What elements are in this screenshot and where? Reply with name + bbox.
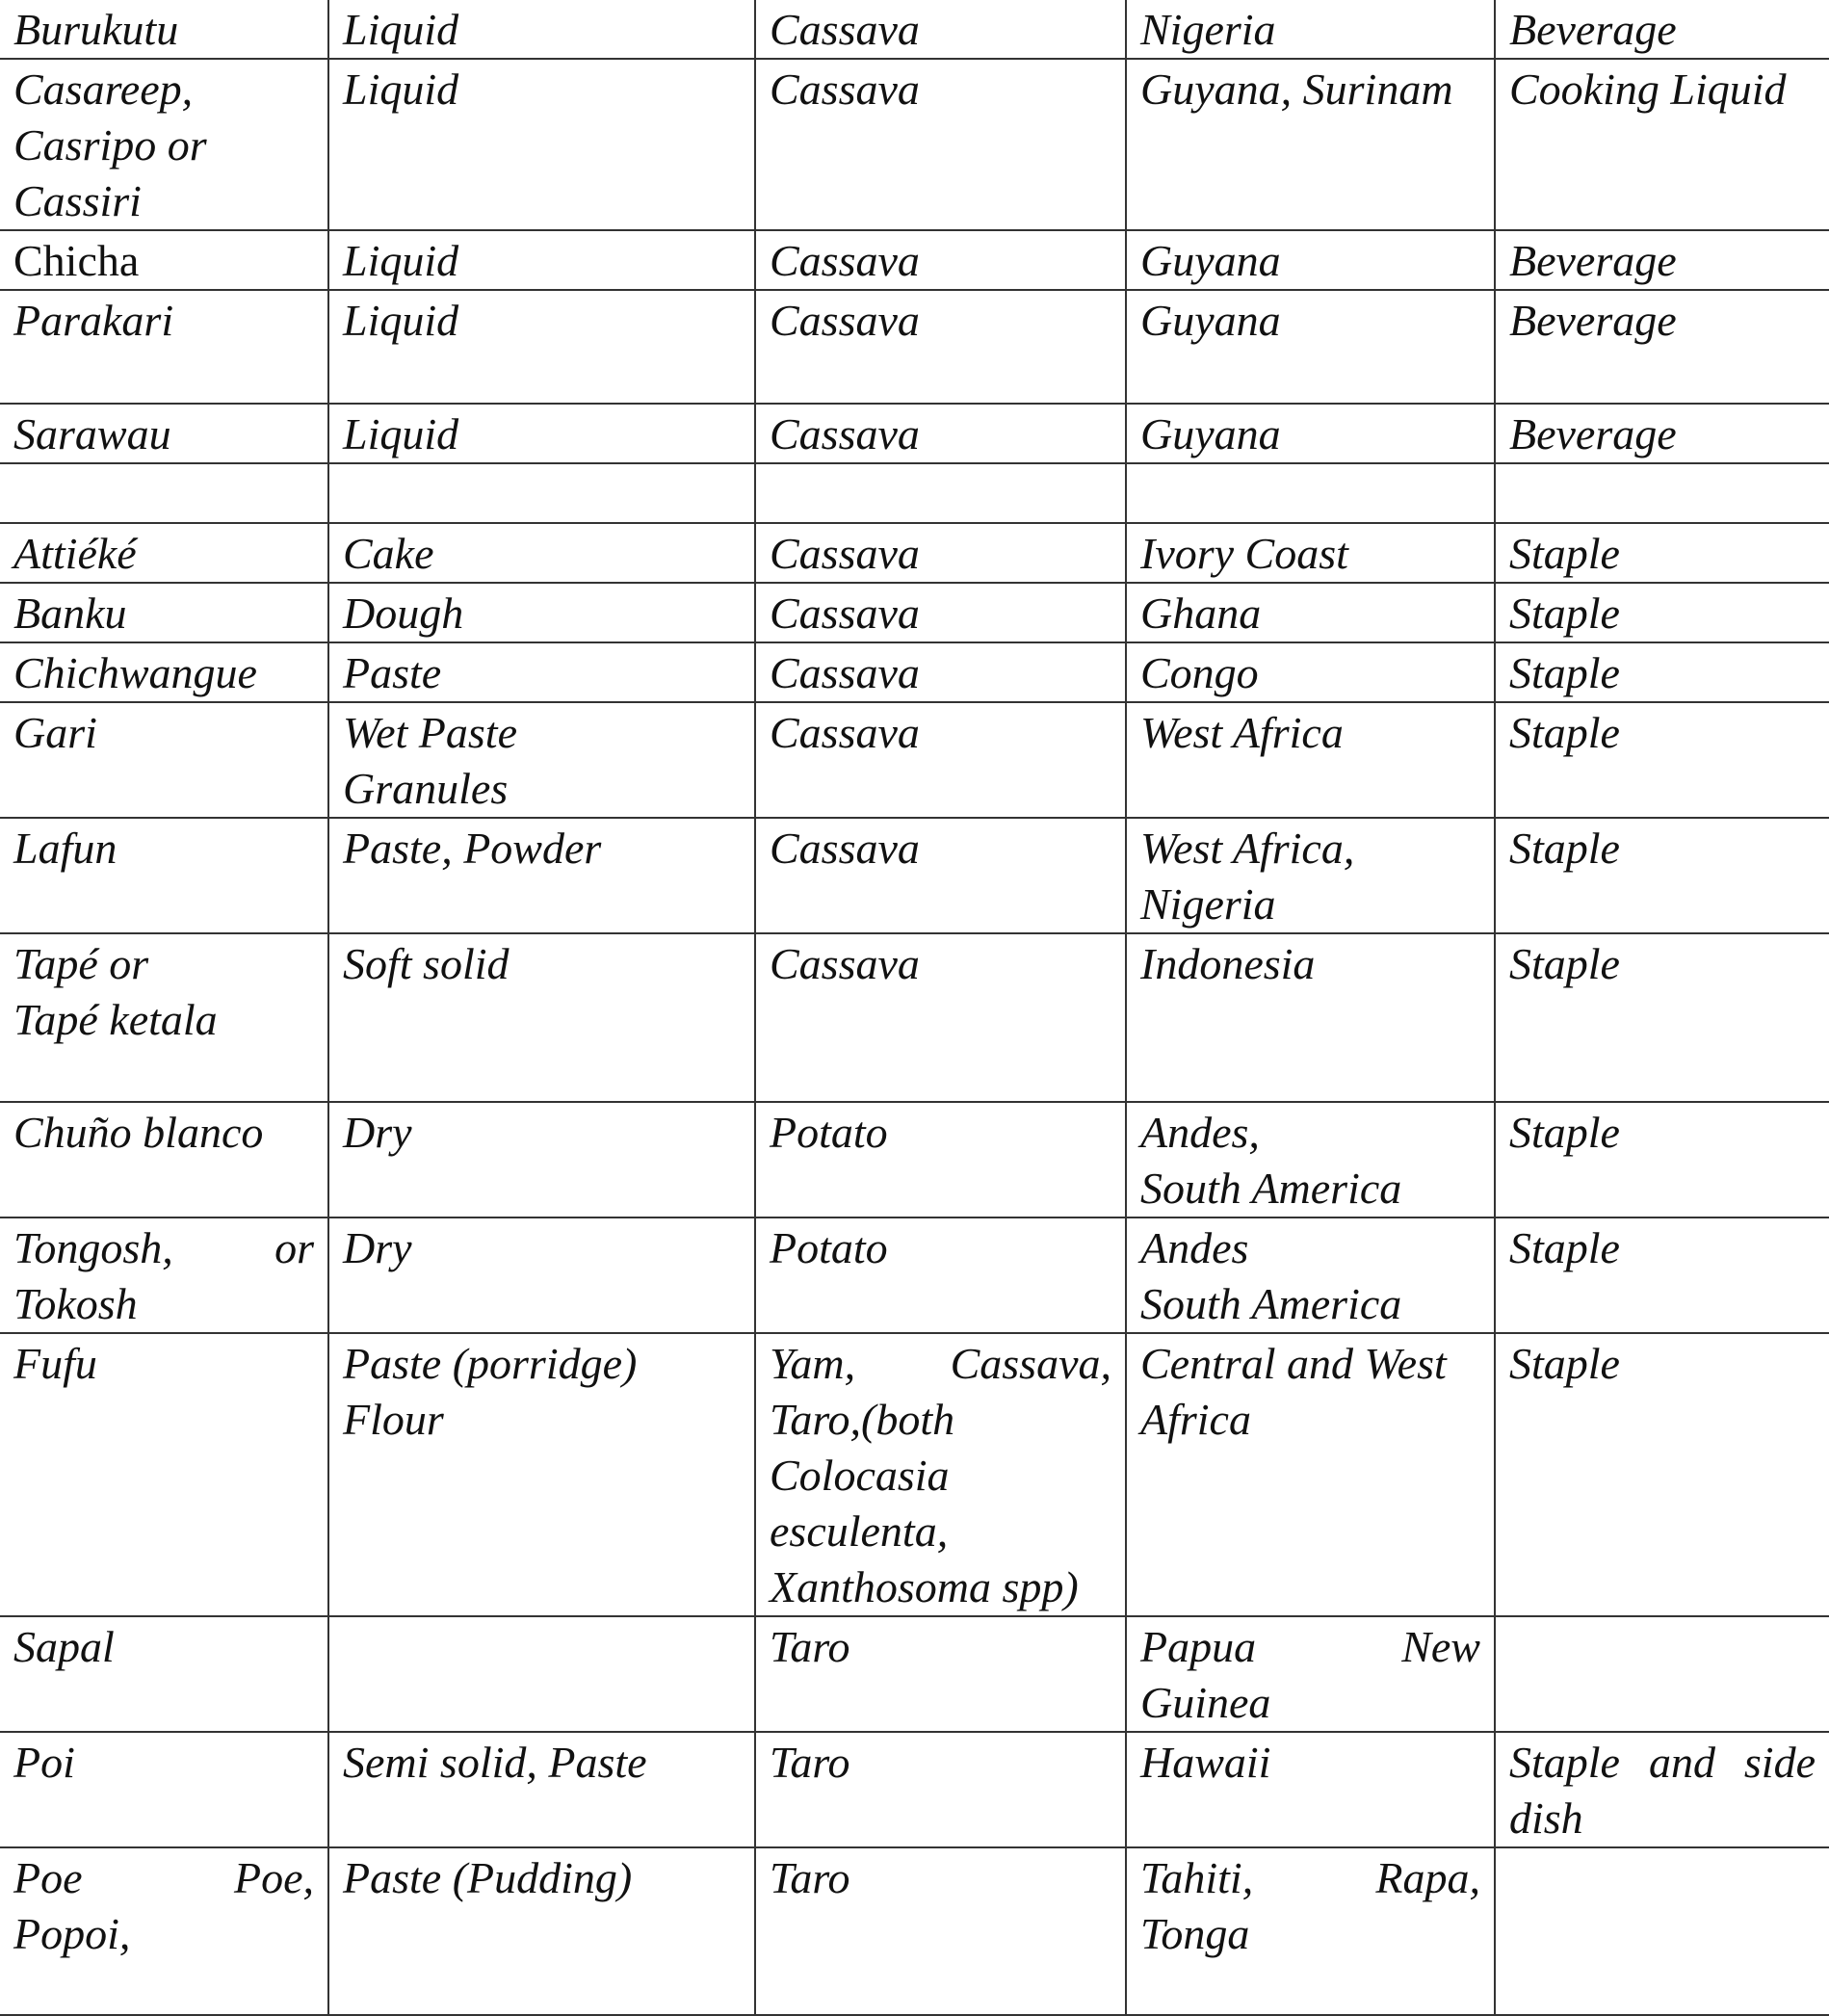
cell-line: Liquid [343, 65, 459, 114]
substrate-cell [755, 463, 1126, 523]
use-cell [1495, 0, 1829, 59]
form-cell [328, 933, 755, 1102]
cell-line: Poi [13, 1738, 75, 1787]
use-cell [1495, 1102, 1829, 1217]
table-row [0, 1217, 1829, 1333]
cell-line: Casripo or [13, 120, 207, 170]
food-name-cell [0, 463, 328, 523]
table-row [0, 933, 1829, 1102]
cell-line: Taro,(both [770, 1395, 955, 1444]
cell-line: Gari [13, 708, 97, 757]
use-cell [1495, 1616, 1829, 1732]
region-cell [1126, 0, 1495, 59]
substrate-cell [755, 818, 1126, 933]
cell-line: Wet Paste [343, 708, 517, 757]
form-cell [328, 0, 755, 59]
substrate-cell [755, 230, 1126, 290]
cell-line: Xanthosoma spp) [770, 1562, 1079, 1611]
cell-line: Cassava [770, 409, 920, 458]
table-row [0, 230, 1829, 290]
cell-line: Guyana, Surinam [1140, 65, 1453, 114]
form-cell [328, 1217, 755, 1333]
cell-line: Liquid [343, 236, 459, 285]
use-cell [1495, 818, 1829, 933]
region-cell [1126, 1102, 1495, 1217]
table-row [0, 642, 1829, 702]
substrate-cell [755, 933, 1126, 1102]
use-cell [1495, 642, 1829, 702]
cell-line: Chicha [13, 236, 140, 285]
cell-line: dish [1509, 1793, 1583, 1843]
substrate-cell [755, 1333, 1126, 1616]
table-row [0, 1616, 1829, 1732]
cell-line: Guyana [1140, 409, 1281, 458]
region-cell [1126, 404, 1495, 463]
substrate-cell [755, 583, 1126, 642]
form-cell [328, 1732, 755, 1847]
use-cell [1495, 463, 1829, 523]
cell-line: Paste (Pudding) [343, 1853, 633, 1902]
cell-line: Potato [770, 1223, 888, 1272]
cell-line: Popoi, [13, 1909, 131, 1958]
cell-line: Cassava [770, 65, 920, 114]
cell-line: Guyana [1140, 296, 1281, 345]
table-row [0, 463, 1829, 523]
form-cell [328, 642, 755, 702]
cell-line: Tahiti, Rapa, [1140, 1853, 1480, 1902]
form-cell [328, 1847, 755, 2015]
food-name-cell [0, 1616, 328, 1732]
table-row [0, 404, 1829, 463]
table-row [0, 1847, 1829, 2015]
substrate-cell [755, 290, 1126, 404]
substrate-cell [755, 0, 1126, 59]
table-row [0, 583, 1829, 642]
food-name-cell [0, 230, 328, 290]
cell-line: Sapal [13, 1622, 115, 1671]
form-cell [328, 523, 755, 583]
cell-line: Taro [770, 1853, 850, 1902]
cell-line: Granules [343, 764, 509, 813]
food-name-cell [0, 1847, 328, 2015]
cell-line: Cassava [770, 708, 920, 757]
cell-line: Potato [770, 1108, 888, 1157]
use-cell [1495, 933, 1829, 1102]
cell-line: Paste (porridge) [343, 1339, 638, 1388]
table-row [0, 0, 1829, 59]
region-cell [1126, 463, 1495, 523]
food-name-cell [0, 933, 328, 1102]
region-cell [1126, 1616, 1495, 1732]
cell-line: Cassava [770, 589, 920, 638]
cell-line: Fufu [13, 1339, 97, 1388]
cell-line: Nigeria [1140, 879, 1276, 929]
table-row [0, 1102, 1829, 1217]
cell-line: Staple [1509, 589, 1620, 638]
table-row [0, 290, 1829, 404]
cell-line: Staple [1509, 1339, 1620, 1388]
use-cell [1495, 702, 1829, 818]
cell-line: Parakari [13, 296, 174, 345]
cell-line: Indonesia [1140, 939, 1316, 988]
form-cell [328, 230, 755, 290]
region-cell [1126, 1732, 1495, 1847]
cell-line: Staple [1509, 1108, 1620, 1157]
cell-line: Andes [1140, 1223, 1249, 1272]
table-row [0, 1732, 1829, 1847]
cell-line: Tapé ketala [13, 995, 218, 1044]
cell-line: Taro [770, 1622, 850, 1671]
cell-line: Banku [13, 589, 127, 638]
cell-line: Paste [343, 648, 442, 697]
cell-line: Staple [1509, 529, 1620, 578]
cell-line: Dry [343, 1223, 412, 1272]
cell-line: Cassava [770, 648, 920, 697]
form-cell [328, 1333, 755, 1616]
food-name-cell [0, 1217, 328, 1333]
cell-line: Cassava [770, 236, 920, 285]
cell-line: Cassava [770, 5, 920, 54]
cell-line: Cassava [770, 824, 920, 873]
cell-line: Burukutu [13, 5, 179, 54]
substrate-cell [755, 1102, 1126, 1217]
cell-line: Staple [1509, 939, 1620, 988]
region-cell [1126, 583, 1495, 642]
region-cell [1126, 1847, 1495, 2015]
food-name-cell [0, 404, 328, 463]
cell-line: Cassava [770, 529, 920, 578]
cell-line: Staple [1509, 1223, 1620, 1272]
cell-line: Central and West [1140, 1339, 1447, 1388]
form-cell [328, 59, 755, 230]
cell-line: Staple [1509, 648, 1620, 697]
cell-line: Liquid [343, 409, 459, 458]
food-name-cell [0, 523, 328, 583]
cell-line: esculenta, [770, 1506, 949, 1556]
use-cell [1495, 230, 1829, 290]
cell-line: Ghana [1140, 589, 1262, 638]
food-name-cell [0, 583, 328, 642]
substrate-cell [755, 702, 1126, 818]
food-name-cell [0, 818, 328, 933]
substrate-cell [755, 1616, 1126, 1732]
cell-line: Beverage [1509, 5, 1677, 54]
use-cell [1495, 1333, 1829, 1616]
substrate-cell [755, 1217, 1126, 1333]
use-cell [1495, 290, 1829, 404]
form-cell [328, 290, 755, 404]
region-cell [1126, 818, 1495, 933]
form-cell [328, 1616, 755, 1732]
cell-line: Semi solid, Paste [343, 1738, 647, 1787]
food-name-cell [0, 1333, 328, 1616]
food-name-cell [0, 1732, 328, 1847]
cell-line: Tonga [1140, 1909, 1250, 1958]
form-cell [328, 404, 755, 463]
cell-line: Africa [1140, 1395, 1251, 1444]
cell-line: Liquid [343, 5, 459, 54]
region-cell [1126, 933, 1495, 1102]
cell-line: Cassiri [13, 176, 142, 225]
form-cell [328, 818, 755, 933]
cell-line: Beverage [1509, 236, 1677, 285]
cell-line: Cassava [770, 939, 920, 988]
region-cell [1126, 59, 1495, 230]
cell-line: Attiéké [13, 529, 137, 578]
cell-line: Chichwangue [13, 648, 257, 697]
region-cell [1126, 290, 1495, 404]
food-name-cell [0, 290, 328, 404]
cell-line: West Africa, [1140, 824, 1355, 873]
cell-line: Dry [343, 1108, 412, 1157]
cell-line: Soft solid [343, 939, 510, 988]
cell-line: Tapé or [13, 939, 149, 988]
cell-line: Colocasia [770, 1451, 950, 1500]
use-cell [1495, 1217, 1829, 1333]
substrate-cell [755, 1847, 1126, 2015]
region-cell [1126, 1217, 1495, 1333]
cell-line: Dough [343, 589, 464, 638]
substrate-cell [755, 1732, 1126, 1847]
cell-line: Taro [770, 1738, 850, 1787]
cell-line: Staple [1509, 708, 1620, 757]
food-name-cell [0, 642, 328, 702]
food-name-cell [0, 0, 328, 59]
cell-line: Beverage [1509, 409, 1677, 458]
cell-line: Congo [1140, 648, 1259, 697]
cell-line: Hawaii [1140, 1738, 1271, 1787]
region-cell [1126, 642, 1495, 702]
substrate-cell [755, 642, 1126, 702]
use-cell [1495, 523, 1829, 583]
table-row [0, 1333, 1829, 1616]
table-row [0, 702, 1829, 818]
use-cell [1495, 1847, 1829, 2015]
cell-line: Sarawau [13, 409, 171, 458]
cell-line: Staple [1509, 824, 1620, 873]
use-cell [1495, 583, 1829, 642]
cell-line: West Africa [1140, 708, 1344, 757]
region-cell [1126, 702, 1495, 818]
cell-line: Paste, Powder [343, 824, 602, 873]
cell-line: Nigeria [1140, 5, 1276, 54]
cell-line: Staple and side [1509, 1738, 1816, 1787]
substrate-cell [755, 59, 1126, 230]
table-row [0, 523, 1829, 583]
cell-line: Tongosh, or [13, 1223, 314, 1272]
cell-line: Yam, Cassava, [770, 1339, 1111, 1388]
table-row [0, 818, 1829, 933]
cell-line: Papua New [1140, 1622, 1480, 1671]
cell-line: Guinea [1140, 1678, 1271, 1727]
table-row [0, 59, 1829, 230]
region-cell [1126, 523, 1495, 583]
cell-line: Tokosh [13, 1279, 138, 1328]
form-cell [328, 583, 755, 642]
cell-line: Liquid [343, 296, 459, 345]
form-cell [328, 463, 755, 523]
cell-line: Guyana [1140, 236, 1281, 285]
use-cell [1495, 1732, 1829, 1847]
cell-line: Cassava [770, 296, 920, 345]
cell-line: Ivory Coast [1140, 529, 1348, 578]
food-name-cell [0, 702, 328, 818]
cell-line: Cooking Liquid [1509, 65, 1787, 114]
cell-line: Casareep, [13, 65, 194, 114]
use-cell [1495, 404, 1829, 463]
region-cell [1126, 230, 1495, 290]
cell-line: South America [1140, 1164, 1402, 1213]
cell-line: Chuño blanco [13, 1108, 264, 1157]
cell-line: Beverage [1509, 296, 1677, 345]
cell-line: South America [1140, 1279, 1402, 1328]
cell-line: Andes, [1140, 1108, 1260, 1157]
form-cell [328, 702, 755, 818]
substrate-cell [755, 404, 1126, 463]
form-cell [328, 1102, 755, 1217]
substrate-cell [755, 523, 1126, 583]
cell-line: Flour [343, 1395, 444, 1444]
cell-line: Lafun [13, 824, 118, 873]
use-cell [1495, 59, 1829, 230]
food-name-cell [0, 59, 328, 230]
food-name-cell [0, 1102, 328, 1217]
cell-line: Poe Poe, [13, 1853, 314, 1902]
cell-line: Cake [343, 529, 434, 578]
region-cell [1126, 1333, 1495, 1616]
